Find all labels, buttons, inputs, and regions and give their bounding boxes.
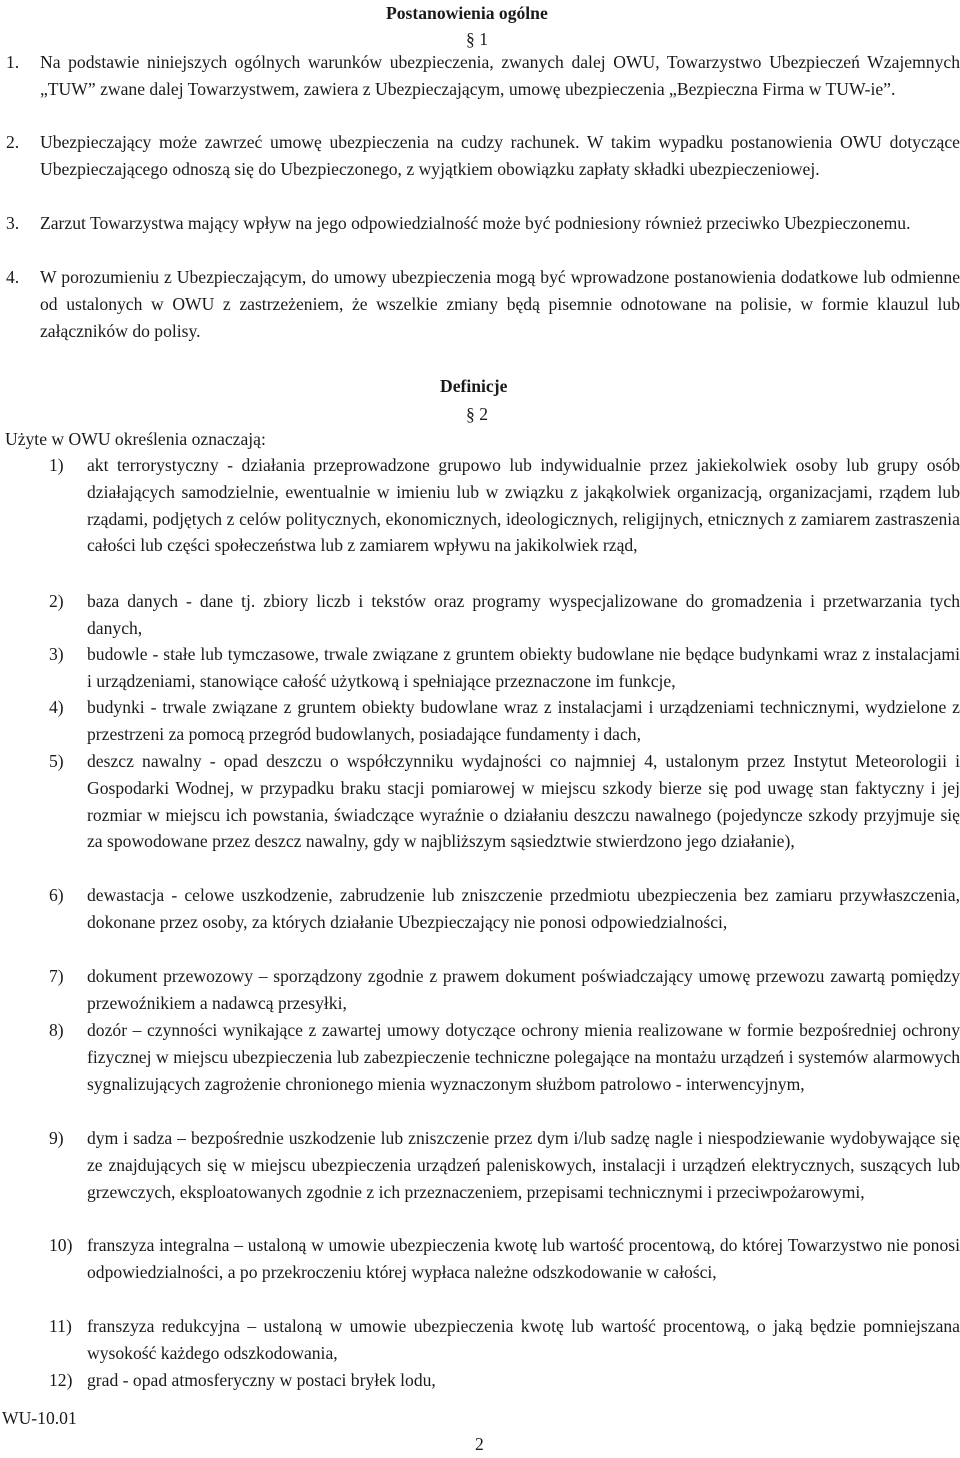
item-number: 4.	[6, 267, 20, 287]
item-text: dym i sadza – bezpośrednie uszkodzenie lub zniszczenie przez dym i/lub sadzę nagle i niespodziewanie wydobywające się ze znajdujących się w miejscu ubezpieczenia urządzeń paleniskowych, instalacji i urządzeń elektrycznych, suszących lub grzewczych, eksploatowanych zgodnie z ich przeznaczeniem, przepisami technicznymi i przeciwpożarowymi,	[87, 1128, 960, 1202]
item-text: dewastacja - celowe uszkodzenie, zabrudzenie lub zniszczenie przedmiotu ubezpieczenia bez zamiaru przywłaszczenia, dokonane przez osoby, za których działanie Ubezpieczający nie ponosi odpowiedzialności,	[87, 885, 960, 932]
item-number: 9)	[49, 1128, 64, 1148]
item-number: 10)	[49, 1235, 73, 1255]
item-number: 11)	[49, 1316, 72, 1336]
item-text: dokument przewozowy – sporządzony zgodnie z prawem dokument poświadczający umowę przewozu zawartą pomiędzy przewoźnikiem a nadawcą przesyłki,	[87, 966, 960, 1013]
document-code: WU-10.01	[2, 1408, 77, 1428]
list-item	[0, 641, 960, 694]
item-number: 2)	[49, 591, 64, 611]
item-text: Zarzut Towarzystwa mający wpływ na jego odpowiedzialność może być podniesiony również przeciwko Ubezpieczonemu.	[40, 213, 911, 233]
item-number: 5)	[49, 751, 64, 771]
item-number: 6)	[49, 885, 64, 905]
item-text: franszyza redukcyjna – ustaloną w umowie ubezpieczenia kwotę lub wartość procentową, o jaką będzie pomniejszana wysokość każdego odszkodowania,	[87, 1316, 960, 1363]
list-item	[0, 1017, 960, 1125]
list-item	[0, 452, 960, 588]
page-number: 2	[475, 1434, 484, 1454]
item-number: 1.	[6, 52, 20, 72]
list-item	[0, 1313, 960, 1367]
list-item	[0, 1367, 960, 1394]
section-heading-definitions: Definicje	[440, 376, 508, 396]
item-number: 7)	[49, 966, 64, 986]
list-item	[0, 210, 960, 264]
item-text: Na podstawie niniejszych ogólnych warunków ubezpieczenia, zwanych dalej OWU, Towarzystwo Ubezpieczeń Wzajemnych „TUW” zwane dalej Towarzystwem, zawiera z Ubezpieczającym, umowę ubezpieczenia „Bezpieczna Firma w TUW-ie”.	[40, 52, 960, 99]
item-text: grad - opad atmosferyczny w postaci bryłek lodu,	[87, 1370, 436, 1390]
item-text: deszcz nawalny - opad deszczu o współczynniku wydajności co najmniej 4, ustalonym przez Instytut Meteorologii i Gospodarki Wodnej, w przypadku braku stacji pomiarowej w miejscu szkody bierze się pod uwagę stan faktyczny i jej rozmiar w miejscu ich powstania, świadczące wyraźnie o działaniu deszczu nawalnego (pojedyncze szkody przyjmuje się za spowodowane przez deszcz nawalny, gdy w najbliższym sąsiedztwie stwierdzono jego działanie),	[87, 751, 960, 852]
item-number: 2.	[6, 132, 20, 152]
paragraph-sign-1: § 1	[466, 29, 488, 49]
item-number: 8)	[49, 1020, 64, 1040]
item-number: 12)	[49, 1370, 73, 1390]
item-text: budynki - trwale związane z gruntem obiekty budowlane wraz z instalacjami i urządzeniami technicznymi, wydzielone z przestrzeni za pomocą przegród budowlanych, posiadające fundamenty i dach,	[87, 697, 960, 744]
item-number: 3)	[49, 644, 64, 664]
list-item	[0, 963, 960, 1017]
item-text: franszyza integralna – ustaloną w umowie ubezpieczenia kwotę lub wartość procentową, do której Towarzystwo nie ponosi odpowiedzialności, a po przekroczeniu której wypłaca należne odszkodowanie w całości,	[87, 1235, 960, 1282]
list-item	[0, 264, 960, 344]
definitions-intro: Użyte w OWU określenia oznaczają:	[5, 429, 266, 449]
item-text: dozór – czynności wynikające z zawartej umowy dotyczące ochrony mienia realizowane w formie bezpośredniej ochrony fizycznej w miejscu ubezpieczenia lub zabezpieczenie techniczne polegające na montażu urządzeń i systemów alarmowych sygnalizujących zagrożenie chronionego mienia wyznaczonym służbom patrolowo - interwencyjnym,	[87, 1020, 960, 1094]
list-item	[0, 694, 960, 748]
list-item	[0, 1125, 960, 1232]
general-provisions-list	[0, 49, 960, 344]
item-text: akt terrorystyczny - działania przeprowadzone grupowo lub indywidualnie przez jakiekolwiek osoby lub grupy osób działających samodzielnie, ewentualnie w imieniu lub w związku z jakąkolwiek organizacją, organizacjami, rządem lub rządami, podjętych z celów politycznych, ekonomicznych, ideologicznych, religijnych, etnicznych z zamiarem zastraszenia całości lub części społeczeństwa lub z zamiarem wpływu na jakikolwiek rząd,	[87, 455, 960, 556]
item-text: Ubezpieczający może zawrzeć umowę ubezpieczenia na cudzy rachunek. W takim wypadku postanowienia OWU dotyczące Ubezpieczającego odnoszą się do Ubezpieczonego, z wyjątkiem obowiązku zapłaty składki ubezpieczeniowej.	[40, 132, 960, 179]
list-item	[0, 588, 960, 641]
definitions-list	[0, 452, 960, 1394]
section-heading-general: Postanowienia ogólne	[386, 3, 548, 23]
item-text: budowle - stałe lub tymczasowe, trwale związane z gruntem obiekty budowlane nie będące budynkami wraz z instalacjami i urządzeniami, stanowiące całość użytkową i spełniające przeznaczone im funkcje,	[87, 644, 960, 691]
list-item	[0, 882, 960, 963]
list-item	[0, 1232, 960, 1313]
item-number: 3.	[6, 213, 20, 233]
paragraph-sign-2: § 2	[466, 404, 488, 424]
item-text: W porozumieniu z Ubezpieczającym, do umowy ubezpieczenia mogą być wprowadzone postanowienia dodatkowe lub odmienne od ustalonych w OWU z zastrzeżeniem, że wszelkie zmiany będą pisemnie odnotowane na polisie, w formie klauzul lub załączników do polisy.	[40, 267, 960, 341]
item-number: 1)	[49, 455, 64, 475]
list-item	[0, 129, 960, 210]
list-item	[0, 748, 960, 882]
item-text: baza danych - dane tj. zbiory liczb i tekstów oraz programy wyspecjalizowane do gromadzenia i przetwarzania tych danych,	[87, 591, 960, 638]
item-number: 4)	[49, 697, 64, 717]
list-item	[0, 49, 960, 129]
